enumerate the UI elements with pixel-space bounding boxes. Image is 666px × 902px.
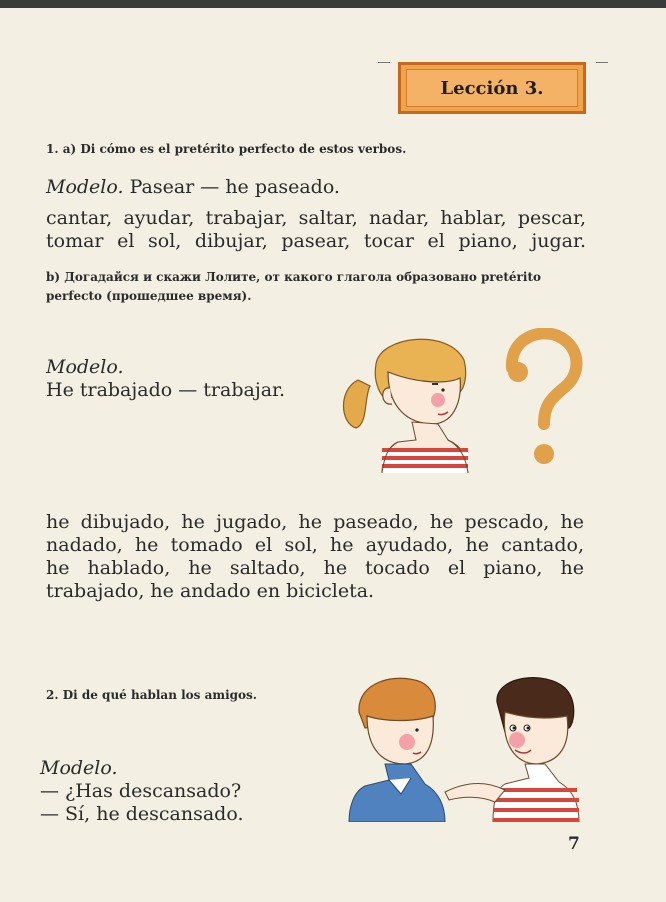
verbs-line-1: cantar, ayudar, trabajar, saltar, nadar, hablar, pescar, <box>46 207 586 229</box>
lesson-title: Lección 3. <box>406 69 578 107</box>
exercise-2-instruction: 2. Di de qué hablan los amigos. <box>46 688 257 702</box>
dialogue-line-2: — Sí, he descansado. <box>40 803 244 825</box>
page-number: 7 <box>568 834 580 854</box>
text-line-3: he hablado, he saltado, he tocado el piano, he <box>46 557 584 579</box>
modelo-label: Modelo. <box>46 176 124 198</box>
instruction-line: b) Догадайся и скажи Лолите, от какого глагола образовано pretérito <box>46 270 541 284</box>
decorative-dash <box>596 62 608 63</box>
modelo-text: Pasear — he paseado. <box>129 176 340 198</box>
dialogue-line-1: — ¿Has descansado? <box>40 780 242 802</box>
text-line-2: nadado, he tomado el sol, he ayudado, he cantado, <box>46 534 584 556</box>
instruction-line: perfecto (прошедшее время). <box>46 289 252 303</box>
exercise-1b-instruction <box>46 268 591 306</box>
modelo-label: Modelo. <box>40 757 118 779</box>
text-line-1: he dibujado, he jugado, he paseado, he pescado, he <box>46 511 584 533</box>
exercise-1a-modelo <box>46 176 340 198</box>
exercise-1b-modelo-label <box>46 356 124 379</box>
question-mark-icon <box>500 328 590 468</box>
exercise-1a-instruction: 1. a) Di cómo es el pretérito perfecto de estos verbos. <box>46 142 407 156</box>
exercise-2-modelo-label <box>40 757 118 780</box>
decorative-dash <box>378 62 390 63</box>
girl-illustration <box>338 328 478 473</box>
page-top-edge <box>0 0 666 8</box>
verbs-line-2: tomar el sol, dibujar, pasear, tocar el piano, jugar. <box>46 230 586 252</box>
text-line-4: trabajado, he andado en bicicleta. <box>46 580 375 602</box>
lesson-title-box <box>398 62 586 114</box>
modelo-label: Modelo. <box>46 356 124 378</box>
boys-illustration <box>345 672 585 822</box>
exercise-1b-modelo-text: He trabajado — trabajar. <box>46 379 286 401</box>
